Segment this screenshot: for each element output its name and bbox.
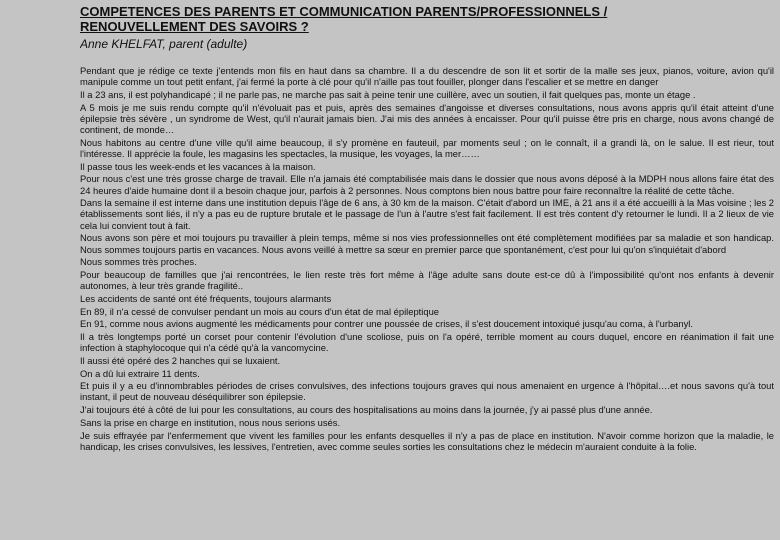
paragraph: Les accidents de santé ont été fréquents, toujours alarmants: [80, 292, 332, 304]
paragraph: En 89, il n'a cessé de convulser pendant un mois au cours d'un état de mal épileptique: [80, 305, 440, 317]
paragraph: Dans la semaine il est interne dans une institution depuis l'âge de 6 ans, à 30 km de la maison. C'était d'abord un IME, à 21 ans il a été accueilli à la Mas voisine ; les 2 établissements sont liés, il n'y a pas eu de rupture brutale et le passage de l'un à l'autre s'est fait facilement. Il est très content d'y retourner le lundi. Il a 2 lieux de vie cela lui convient tout à fait.: [80, 197, 774, 231]
paragraph: Sans la prise en charge en institution, nous nous serions usés.: [80, 416, 341, 428]
document-page: [80, 0, 774, 540]
paragraph: Nous avons son père et moi toujours pu travailler à plein temps, même si nos vies professionnelles ont été complètement modifiées par sa maladie et son handicap. Nous sommes toujours partis en vacances. Nous avons veillé à mettre sa sœur en premier parce que spontanément, c'est pour lui qu'on s'inquiétait d'abord: [80, 232, 774, 255]
paragraph: Il a 23 ans, il est polyhandicapé ; il ne parle pas, ne marche pas sait à peine tenir une cuillère, avec un soutien, il fait quelques pas, monte un étage .: [80, 88, 696, 100]
paragraph: Pendant que je rédige ce texte j'entends mon fils en haut dans sa chambre. Il a du descendre de son lit et sortir de la malle ses jeux, pianos, voiture, avion qu'il manipule comme un tout petit enfant, j'ai fermé la porte à clé pour qu'il n'aille pas tout fouiller, plonger dans l'escalier et se mettre en danger: [80, 65, 774, 88]
paragraph: Pour nous c'est une très grosse charge de travail. Elle n'a jamais été comptabilisée mais dans le dossier que nous avons déposé à la MDPH nous allons faire état des 24 heures d'aide humaine dont il a besoin chaque jour, parfois à 2 personnes. Nous comptons bien nous battre pour faire reconnaître la réalité de cette tâche.: [80, 173, 774, 196]
paragraph: Il passe tous les week-ends et les vacances à la maison.: [80, 160, 316, 172]
author-line: Anne KHELFAT, parent (adulte): [80, 37, 248, 51]
paragraph: On a dû lui extraire 11 dents.: [80, 367, 200, 379]
document-body: [80, 65, 774, 452]
paragraph: Il a très longtemps porté un corset pour contenir l'évolution d'une scoliose, puis on l'a opéré, terrible moment au cours duquel, encore en réanimation il fait une infection à staphylocoque qui n'a cédé qu'à la vancomycine.: [80, 330, 774, 354]
paragraph: J'ai toujours été à côté de lui pour les consultations, au cours des hospitalisations au moins dans la journée, j'y ai passé plus d'une année.: [80, 404, 653, 416]
title-line-2: RENOUVELLEMENT DES SAVOIRS ?: [80, 19, 309, 34]
paragraph: Il aussi été opéré des 2 hanches qui se luxaient.: [80, 354, 281, 366]
paragraph: A 5 mois je me suis rendu compte qu'il n'évoluait pas et puis, après des semaines d'angoisse et diverses consultations, nous avons appris qu'il était atteint d'une épilepsie très sévère , un syndrome de West, qu'il n'aurait jamais bien. J'ai mis des années à encaisser. Pour qu'il puisse être pris en charge, nous avons changé de continent, de monde…: [80, 101, 774, 136]
paragraph: Et puis il y a eu d'innombrables périodes de crises convulsives, des infections toujours graves qui nous amenaient en urgence à l'hôpital….et nous savons qu'à tout instant, il peut de nouveau déséquilibrer son épilepsie.: [80, 380, 774, 403]
document-title: [80, 4, 774, 34]
page-margin: [0, 0, 78, 540]
paragraph: Nous sommes très proches.: [80, 256, 197, 268]
paragraph: Pour beaucoup de familles que j'ai rencontrées, le lien reste très fort même à l'âge adulte sans doute est-ce dû à l'impossibilité qu'ont nos enfants à devenir autonomes, à leur très grande fragilité..: [80, 268, 774, 292]
title-line-1: COMPETENCES DES PARENTS ET COMMUNICATION PARENTS/PROFESSIONNELS /: [80, 4, 608, 19]
paragraph: Je suis effrayée par l'enfermement que vivent les familles pour les enfants desquelles il n'y a pas de place en institution. N'avoir comme horizon que la maladie, le handicap, les crises convulsives, les lessives, l'entretien, avec comme seules sorties les consultations chez le médecin m'auraient conduite à la folie.: [80, 429, 774, 452]
paragraph: Nous habitons au centre d'une ville qu'il aime beaucoup, il s'y promène en fauteuil, par moments seul ; on le connaît, il a grandi là, on le salue. Il est rieur, tout l'intéresse. Il apprécie la foule, les magasins les spectacles, la musique, les voyages, la mer……: [80, 136, 774, 159]
paragraph: En 91, comme nous avions augmenté les médicaments pour contrer une poussée de crises, il s'est doucement intoxiqué jusqu'au coma, à l'urbanyl.: [80, 318, 693, 330]
